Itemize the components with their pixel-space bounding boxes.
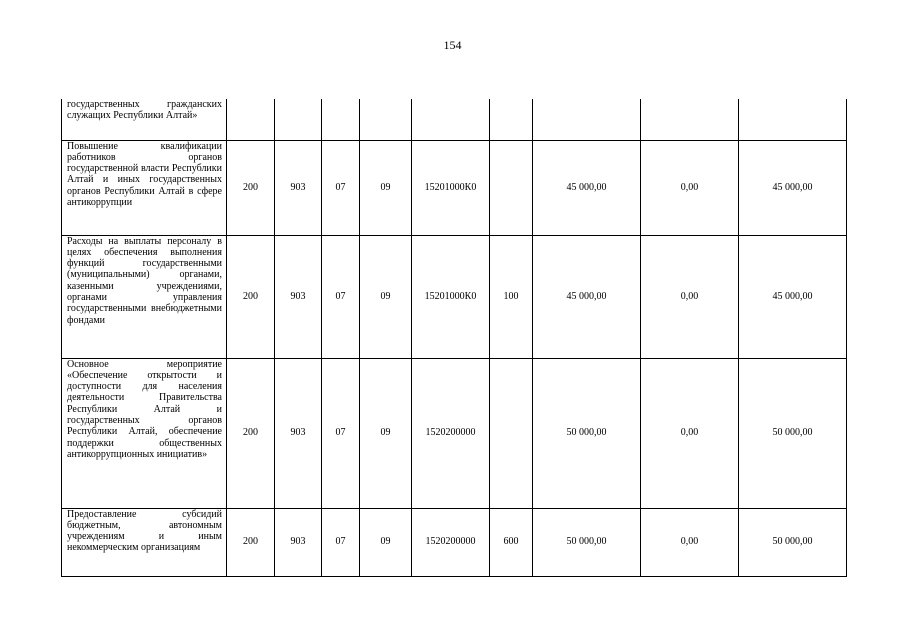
budget-table [61, 99, 847, 577]
page-number: 154 [443, 38, 462, 52]
cell-total: 45 000,00 [739, 235, 847, 358]
row-description: Основное мероприятие «Обеспечение открытости и доступности для населения деятельности Правительства Республики Алтай и государственных органов Республики Алтай, обеспечение поддержки общественных антикоррупционных инициатив» [62, 358, 227, 508]
cell-rz: 07 [322, 508, 360, 576]
cell-gr: 200 [227, 358, 275, 508]
cell-pr: 09 [360, 508, 412, 576]
cell-total [739, 99, 847, 140]
cell-total: 50 000,00 [739, 358, 847, 508]
cell-change [641, 99, 739, 140]
cell-plan [533, 99, 641, 140]
cell-rz: 07 [322, 140, 360, 235]
cell-plan: 45 000,00 [533, 235, 641, 358]
cell-vr: 600 [490, 508, 533, 576]
cell-gr [227, 99, 275, 140]
table-row [62, 235, 847, 358]
cell-plan: 50 000,00 [533, 358, 641, 508]
cell-change: 0,00 [641, 235, 739, 358]
row-description: Предоставление субсидий бюджетным, автономным учреждениям и иным некоммерческим организациям [62, 508, 227, 576]
cell-ved: 903 [275, 235, 322, 358]
cell-ved: 903 [275, 358, 322, 508]
cell-gr: 200 [227, 140, 275, 235]
cell-gr: 200 [227, 235, 275, 358]
cell-pr: 09 [360, 358, 412, 508]
cell-csr: 15201000К0 [412, 140, 490, 235]
cell-vr [490, 140, 533, 235]
cell-pr [360, 99, 412, 140]
table-row [62, 508, 847, 576]
cell-csr: 15201000К0 [412, 235, 490, 358]
cell-pr: 09 [360, 235, 412, 358]
cell-change: 0,00 [641, 508, 739, 576]
row-description: Повышение квалификации работников органов государственной власти Республики Алтай и иных государственных органов Республики Алтай в сфере антикоррупции [62, 140, 227, 235]
row-description: Расходы на выплаты персоналу в целях обеспечения выполнения функций государственными (муниципальными) органами, казенными учреждениями, органами управления государственными внебюджетными фондами [62, 235, 227, 358]
cell-rz: 07 [322, 235, 360, 358]
cell-csr: 1520200000 [412, 508, 490, 576]
table-row [62, 358, 847, 508]
cell-vr: 100 [490, 235, 533, 358]
row-description: государственных гражданских служащих Республики Алтай» [62, 99, 227, 140]
cell-ved: 903 [275, 140, 322, 235]
cell-vr [490, 99, 533, 140]
cell-ved [275, 99, 322, 140]
cell-pr: 09 [360, 140, 412, 235]
cell-total: 45 000,00 [739, 140, 847, 235]
table-row [62, 140, 847, 235]
cell-change: 0,00 [641, 358, 739, 508]
table-row [62, 99, 847, 140]
cell-change: 0,00 [641, 140, 739, 235]
cell-plan: 50 000,00 [533, 508, 641, 576]
cell-total: 50 000,00 [739, 508, 847, 576]
cell-csr [412, 99, 490, 140]
cell-gr: 200 [227, 508, 275, 576]
cell-vr [490, 358, 533, 508]
cell-plan: 45 000,00 [533, 140, 641, 235]
cell-rz: 07 [322, 358, 360, 508]
cell-csr: 1520200000 [412, 358, 490, 508]
cell-ved: 903 [275, 508, 322, 576]
cell-rz [322, 99, 360, 140]
